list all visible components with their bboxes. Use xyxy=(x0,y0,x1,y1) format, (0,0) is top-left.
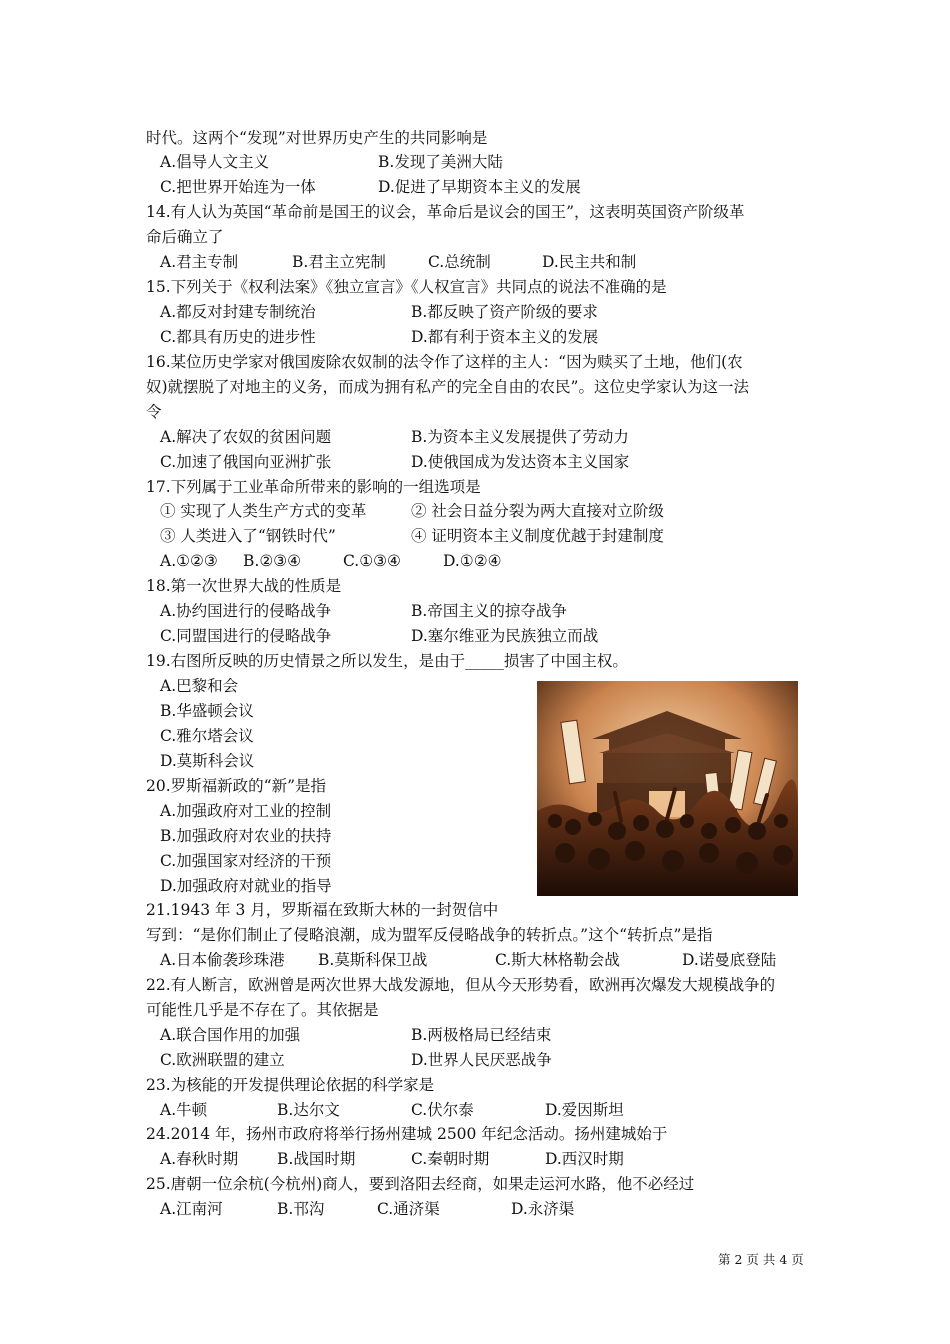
q18-option-a: A.协约国进行的侵略战争 xyxy=(160,602,332,620)
q19-option-a: A.巴黎和会 xyxy=(160,677,239,695)
q25-option-d: D.永济渠 xyxy=(511,1200,575,1218)
question-15-stem: 15.下列关于《权利法案》《独立宣言》《人权宣言》共同点的说法不准确的是 xyxy=(146,278,667,296)
page-number-footer: 第 2 页 共 4 页 xyxy=(718,1252,804,1267)
q23-option-b: B.达尔文 xyxy=(277,1101,340,1119)
q17-option-b: B.②③④ xyxy=(243,552,302,570)
q22-option-c: C.欧洲联盟的建立 xyxy=(160,1051,285,1069)
q15-option-a: A.都反对封建专制统治 xyxy=(160,303,316,321)
q25-option-c: C.通济渠 xyxy=(377,1200,440,1218)
q16-option-a: A.解决了农奴的贫困问题 xyxy=(160,428,332,446)
q18-option-d: D.塞尔维亚为民族独立而战 xyxy=(411,627,599,645)
q17-item-2: ② 社会日益分裂为两大直接对立阶级 xyxy=(411,502,664,520)
question-13-stem-end: 时代。这两个“发现”对世界历史产生的共同影响是 xyxy=(146,129,488,147)
question-23-stem: 23.为核能的开发提供理论依据的科学家是 xyxy=(146,1076,435,1094)
q14-option-c: C.总统制 xyxy=(428,253,491,271)
q21-option-d: D.诺曼底登陆 xyxy=(682,951,777,969)
q15-option-d: D.都有利于资本主义的发展 xyxy=(411,328,599,346)
question-16-stem-2: 奴)就摆脱了对地主的义务，而成为拥有私产的完全自由的农民”。这位史学家认为这一法 xyxy=(146,378,749,396)
q18-option-c: C.同盟国进行的侵略战争 xyxy=(160,627,332,645)
q14-option-d: D.民主共和制 xyxy=(542,253,637,271)
q20-option-c: C.加强国家对经济的干预 xyxy=(160,852,332,870)
question-22-stem-2: 可能性几乎是不存在了。其依据是 xyxy=(146,1001,379,1019)
q14-option-b: B.君主立宪制 xyxy=(292,253,386,271)
historical-photo xyxy=(537,681,798,896)
question-18-stem: 18.第一次世界大战的性质是 xyxy=(146,577,342,595)
q21-option-b: B.莫斯科保卫战 xyxy=(318,951,428,969)
q13-option-d: D.促进了早期资本主义的发展 xyxy=(378,178,581,196)
q16-option-b: B.为资本主义发展提供了劳动力 xyxy=(411,428,629,446)
q24-option-a: A.春秋时期 xyxy=(160,1150,239,1168)
q13-option-a: A.倡导人文主义 xyxy=(160,153,270,171)
q15-option-c: C.都具有历史的进步性 xyxy=(160,328,316,346)
q17-item-4: ④ 证明资本主义制度优越于封建制度 xyxy=(411,527,664,545)
question-24-stem: 24.2014 年，扬州市政府将举行扬州建城 2500 年纪念活动。扬州建城始于 xyxy=(146,1125,668,1143)
q25-option-a: A.江南河 xyxy=(160,1200,223,1218)
question-16-stem: 16.某位历史学家对俄国废除农奴制的法令作了这样的主人：“因为赎买了土地，他们(农 xyxy=(146,353,743,371)
q13-option-c: C.把世界开始连为一体 xyxy=(160,178,316,196)
q20-option-a: A.加强政府对工业的控制 xyxy=(160,802,332,820)
q16-option-d: D.使俄国成为发达资本主义国家 xyxy=(411,453,630,471)
question-20-stem: 20.罗斯福新政的“新”是指 xyxy=(146,777,326,795)
q22-option-d: D.世界人民厌恶战争 xyxy=(411,1051,552,1069)
question-14-stem: 14.有人认为英国“革命前是国王的议会，革命后是议会的国王”，这表明英国资产阶级革 xyxy=(146,203,745,221)
q17-option-c: C.①③④ xyxy=(343,552,401,570)
q21-option-a: A.日本偷袭珍珠港 xyxy=(160,951,285,969)
q16-option-c: C.加速了俄国向亚洲扩张 xyxy=(160,453,332,471)
q24-option-c: C.秦朝时期 xyxy=(411,1150,490,1168)
q20-option-d: D.加强政府对就业的指导 xyxy=(160,877,332,895)
q24-option-b: B.战国时期 xyxy=(277,1150,356,1168)
q19-option-c: C.雅尔塔会议 xyxy=(160,727,254,745)
question-16-stem-3: 令 xyxy=(146,403,162,421)
q17-item-3: ③ 人类进入了“钢铁时代” xyxy=(160,527,336,545)
question-21-stem: 21.1943 年 3 月，罗斯福在致斯大林的一封贺信中 xyxy=(146,901,499,919)
q24-option-d: D.西汉时期 xyxy=(545,1150,624,1168)
q19-option-d: D.莫斯科会议 xyxy=(160,752,255,770)
question-25-stem: 25.唐朝一位余杭(今杭州)商人，要到洛阳去经商，如果走运河水路，他不必经过 xyxy=(146,1175,695,1193)
q20-option-b: B.加强政府对农业的扶持 xyxy=(160,827,332,845)
q22-option-b: B.两极格局已经结束 xyxy=(411,1026,552,1044)
question-22-stem: 22.有人断言，欧洲曾是两次世界大战发源地，但从今天形势看，欧洲再次爆发大规模战争的 xyxy=(146,976,776,994)
q14-option-a: A.君主专制 xyxy=(160,253,239,271)
q22-option-a: A.联合国作用的加强 xyxy=(160,1026,301,1044)
q21-option-c: C.斯大林格勒会战 xyxy=(495,951,620,969)
question-17-stem: 17.下列属于工业革命所带来的影响的一组选项是 xyxy=(146,478,481,496)
q13-option-b: B.发现了美洲大陆 xyxy=(378,153,503,171)
question-19-stem: 19.右图所反映的历史情景之所以发生，是由于_____损害了中国主权。 xyxy=(146,652,628,670)
question-14-stem-2: 命后确立了 xyxy=(146,228,224,246)
q17-option-a: A.①②③ xyxy=(160,552,218,570)
q23-option-c: C.伏尔泰 xyxy=(411,1101,474,1119)
q17-item-1: ① 实现了人类生产方式的变革 xyxy=(160,502,367,520)
q15-option-b: B.都反映了资产阶级的要求 xyxy=(411,303,598,321)
q25-option-b: B.邗沟 xyxy=(277,1200,325,1218)
q23-option-a: A.牛顿 xyxy=(160,1101,208,1119)
question-21-stem-2: 写到：“是你们制止了侵略浪潮，成为盟军反侵略战争的转折点。”这个“转折点”是指 xyxy=(146,926,713,944)
q18-option-b: B.帝国主义的掠夺战争 xyxy=(411,602,567,620)
q19-option-b: B.华盛顿会议 xyxy=(160,702,254,720)
q17-option-d: D.①②④ xyxy=(443,552,502,570)
q23-option-d: D.爱因斯坦 xyxy=(545,1101,624,1119)
